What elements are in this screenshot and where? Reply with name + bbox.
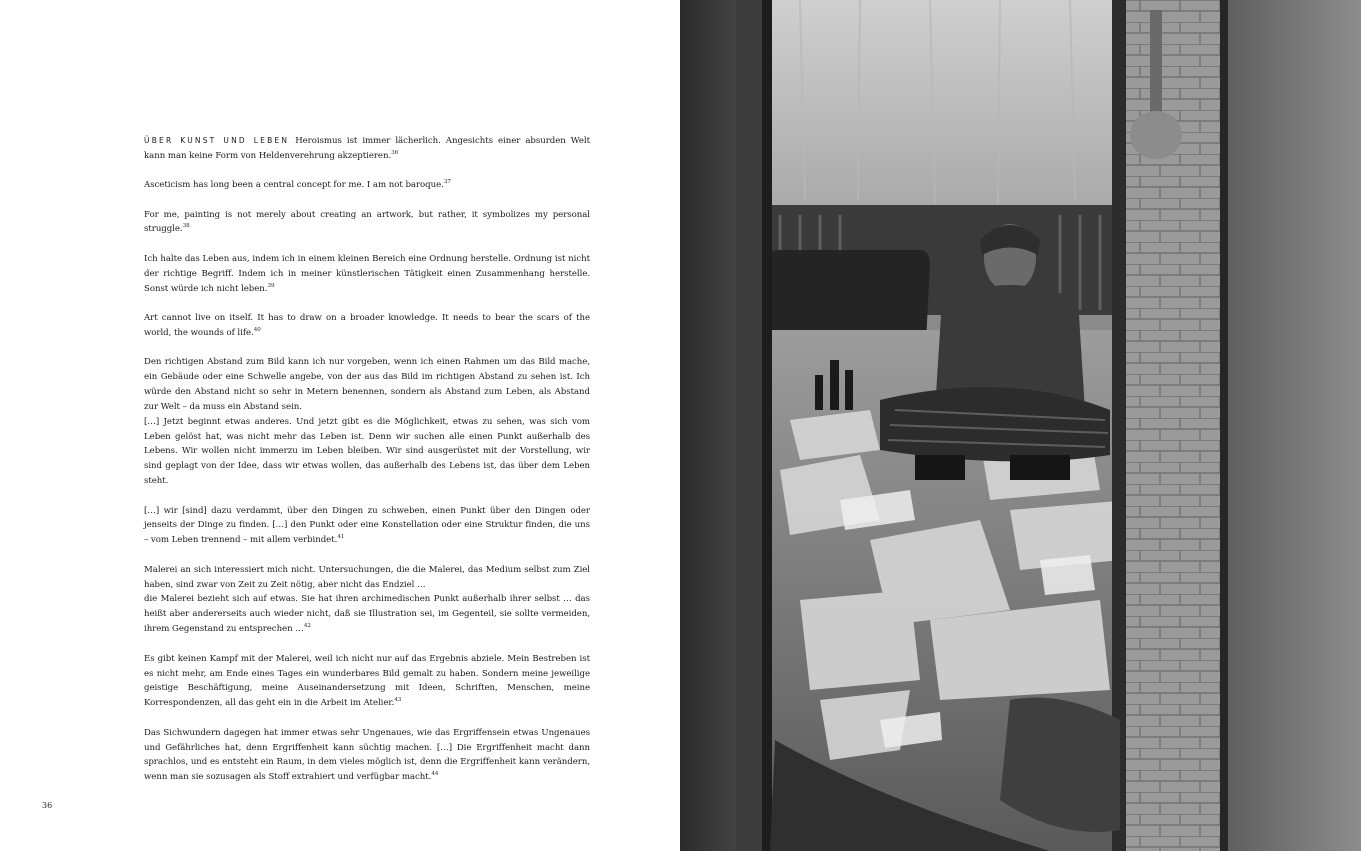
photograph xyxy=(680,0,1361,851)
paragraph-7: […] Jetzt beginnt etwas anderes. Und jetzt gibt es die Möglichkeit, etwas zu sehen, was sich vom Leben gelöst hat, was nicht mehr das Leben ist. Denn wir suchen alle einen Punkt außerhalb des Lebens. Wir wollen nicht immerzu im Leben bleiben. Wir sind ausgerüstet mit der Vorstellung, wir sind geplagt von der Idee, dass wir etwas wollen, das außerhalb des Lebens ist, das über dem Leben steht. xyxy=(144,416,590,487)
photo-illustration xyxy=(680,0,1361,851)
paragraph-4: Ich halte das Leben aus, indem ich in einem kleinen Bereich eine Ordnung herstelle. Ordnung ist nicht der richtige Begriff. Indem ich in meiner künstlerischen Tätigkeit einen Zusammenhang herstelle. Sonst würde ich nicht leben.$^{39}$ xyxy=(144,253,590,294)
footnote-ref: 36 xyxy=(391,150,399,157)
paragraph-8: […] wir [sind] dazu verdammt, über den Dingen zu schweben, einen Punkt über den Dingen oder jenseits der Dinge zu finden. […] den Punkt oder eine Konstellation oder eine Struktur finden, die uns – vom Leben trennend – mit allem verbindet.$^{41}$ xyxy=(144,505,590,546)
paragraph-1: ÜBER KUNST UND LEBEN Heroismus ist immer lächerlich. Angesichts einer absurden Welt kann man keine Form von Heldenverehrung akzeptieren.$^{36}$ xyxy=(144,136,590,161)
text-column xyxy=(144,134,590,800)
paragraph-9: Malerei an sich interessiert mich nicht. Untersuchungen, die die Malerei, das Medium selbst zum Ziel haben, sind zwar von Zeit zu Zeit nötig, aber nicht das Endziel … xyxy=(144,564,590,590)
footnote-ref: 43 xyxy=(394,697,402,704)
footnote-ref: 40 xyxy=(253,326,261,333)
section-heading: ÜBER KUNST UND LEBEN xyxy=(144,136,290,145)
footnote-ref: 38 xyxy=(182,223,190,230)
footnote-ref: 44 xyxy=(431,771,439,778)
footnote-ref: 37 xyxy=(443,179,451,186)
paragraph-12: Das Sichwundern dagegen hat immer etwas sehr Ungenaues, wie das Ergriffensein etwas Ungenaues und Gefährliches hat, denn Ergriffenheit kann süchtig machen. […] Die Ergriffenheit macht dann sprachlos, und es entsteht ein Raum, in dem vieles möglich ist, denn die Ergriffenheit kann verändern, wenn man sie sozusagen als Stoff extrahiert und verfügbar macht.$^{44}$ xyxy=(144,727,590,783)
footnote-ref: 39 xyxy=(267,282,275,289)
footnote-ref: 42 xyxy=(303,623,311,630)
paragraph-6: Den richtigen Abstand zum Bild kann ich nur vorgeben, wenn ich einen Rahmen um das Bild mache, ein Gebäude oder eine Schwelle angebe, von der aus das Bild im richtigen Abstand zu sehen ist. Ich würde den Abstand nicht so sehr in Metern benennen, sondern als Abstand zum Leben, als Abstand zur Welt – da muss ein Abstand sein. xyxy=(144,357,590,412)
paragraph-10: die Malerei bezieht sich auf etwas. Sie hat ihren archimedischen Punkt außerhalb ihrer selbst … das heißt aber andererseits auch wieder nicht, daß sie Illustration sei, im Gegenteil, sie sollte vermeiden, ihrem Gegenstand zu entsprechen …$^{42}$ xyxy=(144,594,590,635)
door-right xyxy=(1220,0,1361,851)
footnote-ref: 41 xyxy=(337,534,345,541)
page-number: 36 xyxy=(42,801,53,810)
paragraph-11: Es gibt keinen Kampf mit der Malerei, weil ich nicht nur auf das Ergebnis abziele. Mein Bestreben ist es nicht mehr, am Ende eines Tages ein wunderbares Bild gemalt zu haben. Sondern meine jeweilige geistige Beschäftigung, meine Auseinandersetzung mit Ideen, Schriften, Menschen, meine Korrespondenzen, all das geht ein in die Arbeit im Atelier.$^{43}$ xyxy=(144,653,590,709)
paragraph-2: Asceticism has long been a central concept for me. I am not baroque.$^{37}$ xyxy=(144,179,451,191)
paragraph-3: For me, painting is not merely about creating an artwork, but rather, it symbolizes my personal struggle.$^{38}$ xyxy=(144,209,590,235)
paragraph-5: Art cannot live on itself. It has to draw on a broader knowledge. It needs to bear the scars of the world, the wounds of life.$^{40}$ xyxy=(144,312,590,338)
left-page xyxy=(0,0,680,851)
